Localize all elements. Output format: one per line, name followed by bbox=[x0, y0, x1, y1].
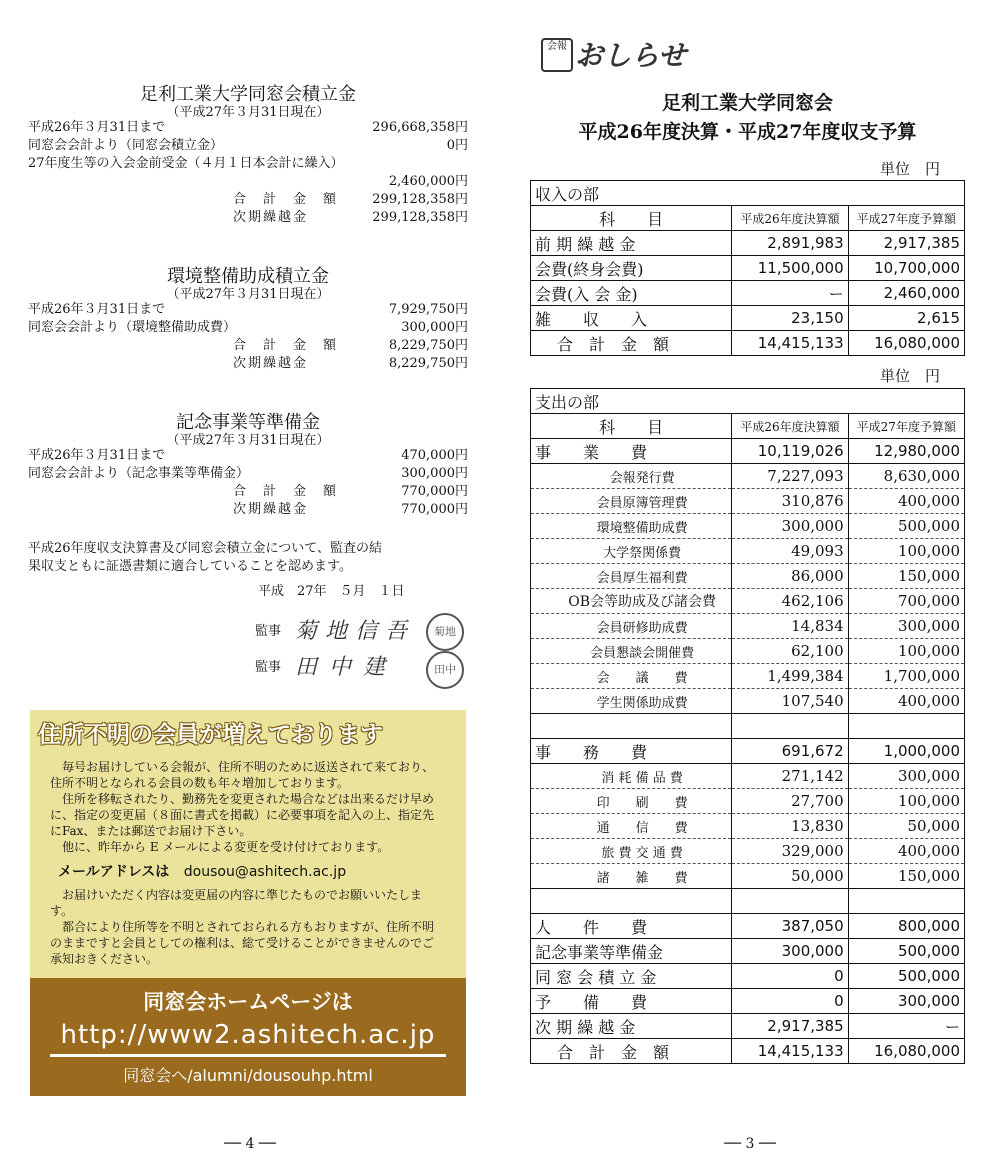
fund-1-total: 合 計 金 額 299,128,358円 bbox=[233, 192, 468, 207]
report-subheading: 平成26年度決算・平成27年度収支予算 bbox=[578, 121, 917, 143]
table-row: 会員懇談会開催費 62,100 100,000 bbox=[531, 639, 965, 664]
fund-3-title: 記念事業等準備金 bbox=[176, 412, 320, 433]
ledger-row: 同窓会会計より（環境整備助成費） 300,000円 bbox=[28, 320, 468, 335]
auditor-1-title: 監事 bbox=[255, 624, 282, 639]
auditor-1-seal: 菊地 bbox=[426, 613, 464, 651]
table-row: 会員研修助成費 14,834 300,000 bbox=[531, 614, 965, 639]
table-row: 雑 収 入 23,150 2,615 bbox=[531, 306, 965, 331]
fund-1-title: 足利工業大学同窓会積立金 bbox=[140, 84, 356, 105]
fund-1-asof: （平成27年３月31日現在） bbox=[166, 105, 330, 120]
expense-total-row: 合 計 金 額 14,415,133 16,080,000 bbox=[531, 1039, 965, 1064]
expense-table bbox=[530, 388, 965, 1064]
income-total-row: 合 計 金 額 14,415,133 16,080,000 bbox=[531, 331, 965, 356]
table-row: 印 刷 費 27,700 100,000 bbox=[531, 789, 965, 814]
table-row: 会費(終身会費) 11,500,000 10,700,000 bbox=[531, 256, 965, 281]
ledger-row: 27年度生等の入会金前受金（４月１日本会計に繰入） bbox=[28, 156, 344, 171]
ledger-row: 平成26年３月31日まで 296,668,358円 bbox=[28, 120, 468, 135]
ledger-row: 2,460,000円 bbox=[388, 174, 468, 189]
auditor-2-title: 監事 bbox=[255, 660, 282, 675]
table-row: 消 耗 備 品 費 271,142 300,000 bbox=[531, 764, 965, 789]
ledger-row: 同窓会会計より（記念事業等準備金） 300,000円 bbox=[28, 466, 468, 481]
table-row: 次 期 繰 越 金 2,917,385 ー bbox=[531, 1014, 965, 1039]
report-heading: 足利工業大学同窓会 bbox=[661, 92, 833, 114]
col-budget: 平成27年度予算額 bbox=[848, 206, 964, 231]
table-row: 同 窓 会 積 立 金 0 500,000 bbox=[531, 964, 965, 989]
table-row: 会費(入 会 金) ー 2,460,000 bbox=[531, 281, 965, 306]
table-row: 会員厚生福利費 86,000 150,000 bbox=[531, 564, 965, 589]
fund-3-carry: 次期繰越金 770,000円 bbox=[233, 502, 468, 517]
ledger-row: 平成26年３月31日まで 7,929,750円 bbox=[28, 302, 468, 317]
table-row: 会員原簿管理費 310,876 400,000 bbox=[531, 489, 965, 514]
table-row: 事 業 費 10,119,026 12,980,000 bbox=[531, 439, 965, 464]
page-number-right: ── 3 ── bbox=[724, 1136, 776, 1152]
col-item: 科 目 bbox=[531, 414, 732, 439]
logo-text: おしらせ bbox=[575, 39, 687, 72]
fund-2-carry: 次期繰越金 8,229,750円 bbox=[233, 356, 468, 371]
col-budget: 平成27年度予算額 bbox=[848, 414, 964, 439]
fund-3-total: 合 計 金 額 770,000円 bbox=[233, 484, 468, 499]
notice-email: メールアドレスは dousou@ashitech.ac.jp bbox=[58, 864, 347, 880]
notice-paragraph: 他に、昨年から E メールによる変更を受け付けております。 bbox=[62, 840, 390, 854]
homepage-url[interactable]: http://www2.ashitech.ac.jp bbox=[60, 1020, 436, 1050]
blank-row bbox=[531, 714, 965, 739]
table-row: 会 議 費 1,499,384 1,700,000 bbox=[531, 664, 965, 689]
expense-caption: 支出の部 bbox=[531, 389, 965, 414]
ledger-row: 同窓会会計より（同窓会積立金） 0円 bbox=[28, 138, 468, 153]
table-row: 旅 費 交 通 費 329,000 400,000 bbox=[531, 839, 965, 864]
unit-label: 単位 円 bbox=[880, 160, 941, 178]
notice-paragraph: 都合により住所等を不明とされておられる方もおりますが、住所不明のままですと会員としての権利は、総て受けることができませんのでご承知おきください。 bbox=[50, 920, 435, 966]
notice-paragraph: 住所を移転されたり、勤務先を変更された場合などは出来るだけ早めに、指定の変更届（８面に書式を掲載）に必要事項を記入の上、指定先にFax、または郵送でお届け下さい。 bbox=[50, 792, 435, 838]
audit-statement: 平成26年度収支決算書及び同窓会積立金について、監査の結 果収支ともに証憑書類に適合していることを認めます。 bbox=[28, 541, 383, 574]
notice-paragraph: 毎号お届けしている会報が、住所不明のために返送されて来ており、住所不明となられる会員の数も年々増加しております。 bbox=[50, 760, 435, 790]
table-row: 前 期 繰 越 金 2,891,983 2,917,385 bbox=[531, 231, 965, 256]
table-row: 人 件 費 387,050 800,000 bbox=[531, 914, 965, 939]
table-row: 環境整備助成費 300,000 500,000 bbox=[531, 514, 965, 539]
fund-2-asof: （平成27年３月31日現在） bbox=[166, 287, 330, 302]
col-actual: 平成26年度決算額 bbox=[732, 206, 848, 231]
notice-paragraph: お届けいただく内容は変更届の内容に準じたものでお願いいたします。 bbox=[50, 888, 423, 918]
homepage-path[interactable]: 同窓会へ/alumni/dousouhp.html bbox=[123, 1066, 373, 1085]
logo-badge: 会報 bbox=[541, 38, 573, 72]
ledger-row: 平成26年３月31日まで 470,000円 bbox=[28, 448, 468, 463]
fund-1-carry: 次期繰越金 299,128,358円 bbox=[233, 210, 468, 225]
table-row: 大学祭関係費 49,093 100,000 bbox=[531, 539, 965, 564]
notice-heading: 住所不明の会員が増えております bbox=[38, 722, 383, 748]
audit-date: 平成 27年 ５月 １日 bbox=[258, 584, 405, 599]
auditor-2-signature: 田中建 bbox=[295, 655, 398, 680]
table-row: OB会等助成及び諸会費 462,106 700,000 bbox=[531, 589, 965, 614]
fund-2-title: 環境整備助成積立金 bbox=[167, 266, 329, 287]
auditor-2-seal: 田中 bbox=[426, 651, 464, 689]
income-table bbox=[530, 180, 965, 356]
table-row: 諸 雑 費 50,000 150,000 bbox=[531, 864, 965, 889]
unit-label: 単位 円 bbox=[880, 367, 941, 385]
address-notice-box bbox=[30, 710, 466, 978]
table-row: 記念事業等準備金 300,000 500,000 bbox=[531, 939, 965, 964]
auditor-1-signature: 菊地信吾 bbox=[295, 619, 416, 644]
col-item: 科 目 bbox=[531, 206, 732, 231]
table-row: 学生関係助成費 107,540 400,000 bbox=[531, 689, 965, 714]
homepage-box bbox=[30, 978, 466, 1096]
page-number-left: ── 4 ── bbox=[224, 1136, 276, 1152]
blank-row bbox=[531, 889, 965, 914]
table-row: 会報発行費 7,227,093 8,630,000 bbox=[531, 464, 965, 489]
fund-3-asof: （平成27年３月31日現在） bbox=[166, 433, 330, 448]
fund-2-total: 合 計 金 額 8,229,750円 bbox=[233, 338, 468, 353]
homepage-heading: 同窓会ホームページは bbox=[143, 990, 353, 1014]
table-row: 事 務 費 691,672 1,000,000 bbox=[531, 739, 965, 764]
table-row: 通 信 費 13,830 50,000 bbox=[531, 814, 965, 839]
income-caption: 収入の部 bbox=[531, 181, 965, 206]
col-actual: 平成26年度決算額 bbox=[732, 414, 848, 439]
table-row: 予 備 費 0 300,000 bbox=[531, 989, 965, 1014]
homepage-divider bbox=[50, 1054, 446, 1057]
